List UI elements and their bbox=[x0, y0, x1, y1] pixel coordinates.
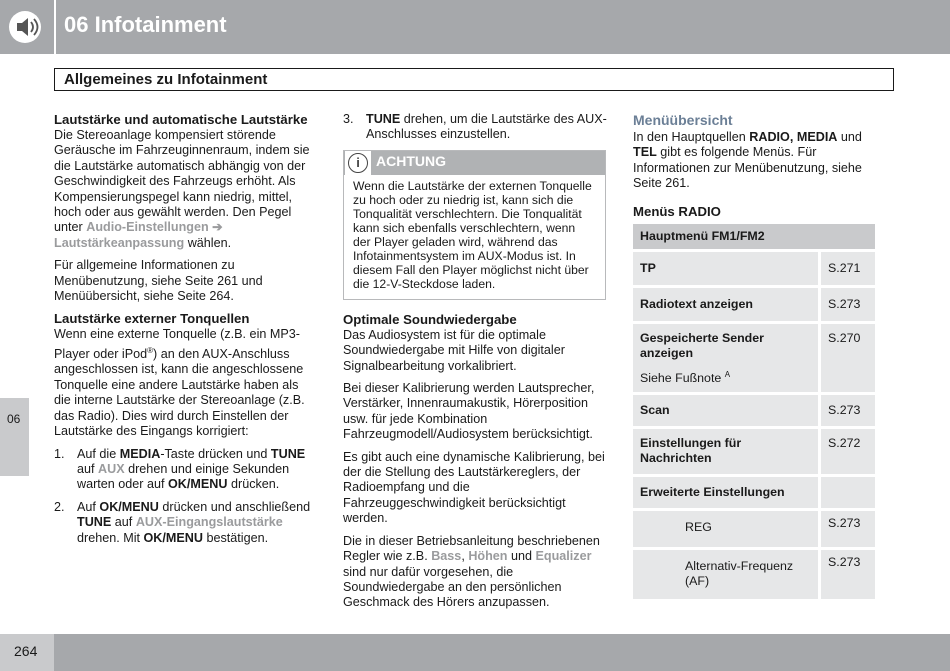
column-1 bbox=[54, 112, 316, 553]
section-title-bar bbox=[54, 68, 894, 91]
paragraph-menu-info: Für allgemeine Informationen zu Menübenutzung, siehe Seite 261 und Menüübersicht, siehe Seite 264. bbox=[54, 258, 263, 304]
caution-title: ACHTUNG bbox=[376, 152, 446, 169]
page-footer bbox=[0, 634, 950, 671]
caution-text: Wenn die Lautstärke der externen Tonquelle zu hoch oder zu niedrig ist, kann sich die Tonqualität verschlechtern. Die Tonqualität kann sich ebenfalls verschlechtern, wenn der Player geladen wird, während das Infotainmentsystem im AUX-Modus ist. In diesem Fall den Player möglichst nicht über die 12-V-Steckdose laden. bbox=[353, 178, 592, 291]
table-row: TP S.271 bbox=[633, 252, 875, 285]
heading-external-volume: Lautstärke externer Tonquellen bbox=[54, 311, 250, 327]
paragraph-sound-4: Die in dieser Betriebsanleitung beschriebenen Regler wie z.B. Bass, Höhen und Equalizer sind nur dafür vorgesehen, die Soundwiedergabe an den persönlichen Geschmack des Hörers anzupassen. bbox=[343, 533, 600, 610]
radio-menus-heading: Menüs RADIO bbox=[633, 203, 721, 219]
table-row: Radiotext anzeigen S.273 bbox=[633, 288, 875, 321]
paragraph-volume: Die Stereoanlage kompensiert störende Geräusche im Fahrzeuginnenraum, indem sie die Lautstärke automatisch abhängig von der Geschwindigkeit des Fahrzeugs erhöht. Als Kompensierungspegel kann niedrig, mittel, hoch oder aus gewählt werden. Den Pegel unter Audio-Einstellungen ➔ Lautstärkeanpassung wählen. bbox=[54, 128, 310, 250]
menu-overview-heading: Menüübersicht bbox=[633, 112, 733, 128]
menu-path: Audio-Einstellungen ➔ Lautstärkeanpassung bbox=[54, 220, 223, 250]
step-2: 2. Auf OK/MENU drücken und anschließend TUNE auf AUX-Eingangslautstärke drehen. Mit OK/MENU bestätigen. bbox=[54, 499, 311, 545]
table-row: REG S.273 bbox=[633, 511, 875, 547]
menu-overview-intro: In den Hauptquellen RADIO, MEDIA und TEL gibt es folgende Menüs. Für Informationen zur Menübenutzung, siehe Seite 261. bbox=[633, 130, 862, 191]
table-row: Erweiterte Einstellungen bbox=[633, 477, 875, 508]
paragraph-sound-1: Das Audiosystem ist für die optimale Soundwiedergabe mit Hilfe von digitaler Signalbearbeitung vorkalibriert. bbox=[343, 327, 565, 373]
caution-header bbox=[344, 151, 605, 175]
column-2 bbox=[343, 112, 608, 618]
table-row: Gespeicherte Sender anzeigen Siehe Fußnote $^A$ S.270 bbox=[633, 324, 875, 392]
paragraph-sound-2: Bei dieser Kalibrierung werden Lautsprecher, Verstärker, Innenraumakustik, Hörerposition usw. für jede Kombination Fahrzeugmodell/Audiosystem berücksichtigt. bbox=[343, 381, 595, 442]
speaker-icon bbox=[0, 0, 54, 54]
page-number-box bbox=[0, 634, 54, 671]
paragraph-external: Wenn eine externe Tonquelle (z.B. ein MP3-Player oder iPod®) an den AUX-Anschluss angeschlossen ist, kann die angeschlossene Tonquelle eine andere Lautstärke haben als die interne Lautstärke der Stereoanlage (z.B. das Radio). Dies wird durch Einstellen der Lautstärke des Eingangs korrigiert: bbox=[54, 327, 305, 439]
table-header: Hauptmenü FM1/FM2 bbox=[633, 224, 875, 249]
chapter-header bbox=[0, 0, 950, 54]
section-title: Allgemeines zu Infotainment bbox=[64, 71, 268, 88]
caution-box bbox=[343, 150, 606, 300]
heading-volume: Lautstärke und automatische Lautstärke bbox=[54, 112, 308, 127]
paragraph-sound-3: Es gibt auch eine dynamische Kalibrierung, bei der die Stellung des Lautstärkereglers, der Radioempfang und die Fahrzeuggeschwindigkeit berücksichtigt werden. bbox=[343, 449, 605, 526]
column-3 bbox=[633, 112, 876, 602]
steps-list bbox=[54, 447, 316, 546]
table-row: Einstellungen für Nachrichten S.272 bbox=[633, 429, 875, 474]
steps-list-continued bbox=[343, 112, 608, 143]
table-row: Scan S.273 bbox=[633, 395, 875, 426]
chapter-title: 06 Infotainment bbox=[64, 12, 227, 37]
chapter-side-tab bbox=[0, 398, 29, 476]
header-divider bbox=[54, 0, 56, 54]
heading-optimal-sound: Optimale Soundwiedergabe bbox=[343, 311, 517, 327]
info-icon: i bbox=[345, 151, 371, 175]
table-row bbox=[633, 224, 875, 249]
table-row: Alternativ-Frequenz (AF) S.273 bbox=[633, 550, 875, 599]
step-3: 3. TUNE drehen, um die Lautstärke des AUX-Anschlusses einzustellen. bbox=[343, 112, 607, 142]
radio-menu-table bbox=[633, 221, 875, 602]
side-tab-label: 06 bbox=[7, 412, 21, 426]
step-1: 1. Auf die MEDIA-Taste drücken und TUNE auf AUX drehen und einige Sekunden warten oder auf OK/MENU drücken. bbox=[54, 446, 306, 492]
page-number: 264 bbox=[14, 643, 38, 659]
